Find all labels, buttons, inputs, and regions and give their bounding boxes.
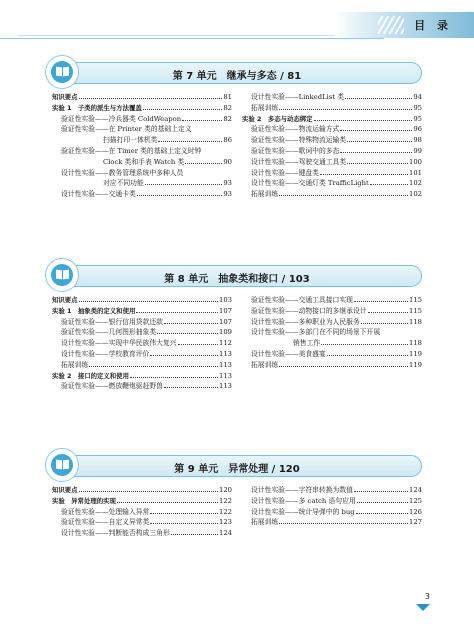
toc-entry-text: 拓展训练: [251, 360, 279, 369]
toc-entry-text: Clock 类和手表 Watch 类: [103, 157, 185, 166]
toc-entry: [242, 496, 422, 507]
toc-entry: [242, 507, 422, 518]
toc-entry-text: 验证性实验——几何图形抽象类: [61, 328, 157, 337]
toc-entry-text: 设计性实验——字符串转换为数值: [251, 486, 353, 494]
unit-heading: [52, 455, 422, 477]
toc-entry-page: 109: [219, 328, 232, 337]
dot-leader: [340, 152, 412, 153]
toc-entry-text: 设计性实验——驾驶交通工具类: [251, 157, 347, 166]
toc-entry: [52, 114, 232, 125]
toc-entry: [52, 295, 232, 306]
toc-entry-text: 实验 异常处理的实现: [52, 496, 116, 505]
toc-entry-text: 拓展训练: [251, 518, 279, 527]
toc-entry: [242, 349, 422, 360]
toc-entry-page: 103: [219, 296, 232, 304]
toc-entry-text: 实验 2 多态与动态绑定: [242, 114, 313, 123]
toc-entry-text: 验证性实验——在 Printer 类的基础上定义: [61, 125, 192, 134]
toc-entry-text: 验证性实验——特殊物流运输类: [251, 136, 347, 145]
toc-column-right: [242, 92, 422, 200]
dot-leader: [340, 130, 412, 131]
toc-entry: [242, 114, 422, 125]
toc-entry-text: 拓展训练: [61, 360, 89, 369]
toc-entry-page: 124: [219, 529, 232, 538]
dot-leader: [171, 534, 218, 535]
toc-entry-page: 113: [219, 371, 232, 380]
toc-entry-page: 115: [409, 296, 422, 304]
toc-entry: [52, 349, 232, 360]
toc-entry-text: 验证性实验——燃放鞭炮驱赶野兽: [61, 382, 163, 391]
toc-entry: [242, 517, 422, 528]
header-rule: [0, 38, 384, 39]
toc-columns: [52, 295, 422, 392]
toc-entry: [242, 92, 422, 103]
toc-entry-text: 销售工作: [293, 339, 321, 348]
toc-entry: [242, 327, 422, 338]
toc-entry-text: 实验 2 接口的定义和使用: [52, 371, 129, 380]
toc-entry-text: 设计性实验——多 catch 语句应用: [251, 496, 356, 505]
header-title: 目 录: [414, 19, 452, 32]
dot-leader: [79, 301, 218, 302]
toc-entry: [242, 360, 422, 371]
toc-entry-page: 115: [409, 306, 422, 315]
toc-entry: [242, 146, 422, 157]
toc-entry-text: 验证性实验——冷兵器类 ColdWeapon: [61, 114, 182, 123]
toc-entry-page: 102: [409, 190, 422, 199]
toc-entry: [52, 103, 232, 114]
toc-entry-text: 验证性实验——交通工具接口实现: [251, 296, 353, 304]
toc-entry-text: 设计性实验——实现中华民族伟大复兴: [61, 339, 177, 348]
toc-entry-page: 120: [219, 486, 232, 494]
unit-title: 第 9 单元 异常处理 / 120: [174, 464, 300, 475]
dot-leader: [130, 377, 218, 378]
toc-entry-text: 知识要点: [52, 486, 78, 494]
toc-entry-text: 验证性实验——处理输入异常: [61, 507, 150, 516]
toc-entry: [242, 178, 422, 189]
toc-entry-text: 知识要点: [52, 93, 78, 101]
toc-entry-text: 知识要点: [52, 296, 78, 304]
toc-entry-text: 设计性实验——教务管理系统中多种人员: [61, 168, 184, 177]
toc-entry-page: 107: [219, 306, 232, 315]
header-stripes: [378, 16, 404, 34]
toc-entry-page: 113: [219, 360, 232, 369]
toc-entry-page: 95: [413, 114, 422, 123]
toc-entry: [242, 124, 422, 135]
toc-entry-page: 126: [409, 507, 422, 516]
toc-entry: [52, 528, 232, 539]
dot-leader: [145, 184, 223, 185]
toc-entry-page: 118: [409, 339, 422, 348]
toc-entry-text: 实验 1 子类的派生与方法覆盖: [52, 103, 142, 112]
toc-entry-page: 100: [409, 157, 422, 166]
dot-leader: [279, 195, 408, 196]
toc-entry-page: 107: [219, 317, 232, 326]
dot-leader: [320, 174, 408, 175]
dot-leader: [347, 163, 408, 164]
dot-leader: [164, 323, 218, 324]
toc-entry-text: 验证性实验——动物接口的多继承设计: [251, 306, 367, 315]
toc-entry: [52, 338, 232, 349]
toc-column-right: [242, 485, 422, 539]
toc-entry-text: 验证性实验——银行信用贷款还款: [61, 317, 163, 326]
toc-entry-text: 验证性实验——物流运输方式: [251, 125, 340, 134]
toc-entry: [52, 189, 232, 200]
toc-entry: [242, 189, 422, 200]
dot-leader: [136, 312, 218, 313]
dot-leader: [137, 195, 223, 196]
down-arrow-icon: [416, 604, 430, 611]
toc-entry-text: 设计性实验——统计导弹中的 bug: [251, 507, 355, 516]
toc-entry-page: 122: [219, 496, 232, 505]
toc-entry-page: 102: [409, 179, 422, 188]
dot-leader: [79, 491, 218, 492]
dot-leader: [178, 344, 218, 345]
toc-entry: [242, 168, 422, 179]
dot-leader: [279, 523, 408, 524]
toc-entry-page: 118: [409, 317, 422, 326]
toc-entry-text: 对应不同功能: [103, 179, 144, 188]
toc-entry: [242, 157, 422, 168]
running-header: [0, 10, 474, 40]
toc-entry: [52, 157, 232, 168]
toc-entry: [52, 507, 232, 518]
toc-entry-page: 127: [409, 518, 422, 527]
dot-leader: [150, 513, 218, 514]
dot-leader: [368, 312, 408, 313]
toc-entry-text: 设计性实验——交通卡类: [61, 190, 136, 199]
unit-heading: [52, 265, 422, 287]
dot-leader: [182, 120, 222, 121]
toc-entry-text: 设计性实验——多种职业为人民服务: [251, 317, 360, 326]
toc-entry-text: 验证性实验——在 Timer 类的基础上定义时钟: [61, 146, 202, 155]
toc-entry: [52, 371, 232, 382]
dot-leader: [279, 366, 408, 367]
toc-entry-text: 拓展训练: [251, 103, 279, 112]
toc-entry: [52, 135, 232, 146]
page-number: 3: [424, 592, 430, 601]
toc-entry-text: 设计性实验——多部门在不同的场景下开展: [251, 328, 381, 337]
dot-leader: [79, 98, 223, 99]
toc-entry-text: 设计性实验——美食盛宴: [251, 349, 326, 358]
dot-leader: [164, 387, 218, 388]
toc-entry: [52, 168, 232, 179]
toc-entry-page: 82: [223, 114, 232, 123]
toc-entry: [52, 124, 232, 135]
unit-title: 第 7 单元 继承与多态 / 81: [172, 71, 302, 82]
toc-entry-text: 设计性实验——交通灯类 TrafficLight: [251, 179, 369, 188]
toc-column-left: [52, 92, 232, 200]
unit-heading: [52, 62, 422, 84]
toc-entry-page: 123: [219, 518, 232, 527]
toc-columns: [52, 92, 422, 200]
toc-entry-page: 93: [223, 190, 232, 199]
toc-entry-text: 设计性实验——LinkedList 类: [251, 93, 344, 101]
toc-entry-page: 122: [219, 507, 232, 516]
dot-leader: [117, 502, 218, 503]
toc-entry: [52, 360, 232, 371]
toc-entry: [242, 295, 422, 306]
toc-entry: [52, 496, 232, 507]
dot-leader: [185, 163, 222, 164]
toc-entry-page: 95: [413, 103, 422, 112]
toc-entry: [52, 178, 232, 189]
dot-leader: [89, 366, 218, 367]
toc-entry-page: 113: [219, 382, 232, 391]
unit-8: [52, 265, 422, 392]
toc-entry-page: 113: [219, 349, 232, 358]
toc-entry: [242, 306, 422, 317]
toc-entry-text: 设计性实验——键盘类: [251, 168, 319, 177]
toc-entry: [52, 306, 232, 317]
dot-leader: [314, 120, 413, 121]
toc-columns: [52, 485, 422, 539]
dot-leader: [157, 333, 218, 334]
toc-entry: [52, 381, 232, 392]
dot-leader: [370, 184, 408, 185]
dot-leader: [150, 355, 218, 356]
dot-leader: [327, 355, 408, 356]
toc-column-left: [52, 485, 232, 539]
toc-entry-text: 拓展训练: [251, 190, 279, 199]
toc-entry-text: 设计性实验——学校教育评价: [61, 349, 150, 358]
toc-entry: [242, 135, 422, 146]
toc-entry: [52, 317, 232, 328]
toc-entry-text: 验证性实验——歌词中的多态: [251, 146, 340, 155]
toc-entry: [242, 338, 422, 349]
toc-entry-page: 98: [413, 136, 422, 145]
toc-entry: [242, 485, 422, 496]
toc-entry-page: 86: [223, 136, 232, 145]
toc-entry-text: 实验 1 抽象类的定义和使用: [52, 306, 136, 315]
toc-entry-page: 125: [409, 496, 422, 505]
toc-entry: [242, 103, 422, 114]
toc-entry-text: 设计性实验——判断能否构成三角形: [61, 529, 170, 538]
dot-leader: [356, 513, 408, 514]
header-rule-thin: [18, 35, 384, 36]
toc-entry-page: 112: [219, 339, 232, 348]
toc-entry-page: 119: [409, 360, 422, 369]
dot-leader: [354, 491, 408, 492]
dot-leader: [158, 141, 222, 142]
dot-leader: [357, 502, 408, 503]
toc-entry: [52, 146, 232, 157]
unit-title: 第 8 单元 抽象类和接口 / 103: [164, 274, 310, 285]
toc-entry-page: 81: [223, 93, 232, 101]
toc-column-left: [52, 295, 232, 392]
toc-entry-page: 82: [223, 103, 232, 112]
toc-entry: [242, 317, 422, 328]
dot-leader: [321, 344, 408, 345]
toc-entry: [52, 517, 232, 528]
toc-entry: [52, 327, 232, 338]
toc-entry-text: 验证性实验——自定义异常类: [61, 518, 150, 527]
toc-entry-page: 119: [409, 349, 422, 358]
dot-leader: [361, 323, 408, 324]
dot-leader: [150, 523, 218, 524]
toc-entry: [52, 92, 232, 103]
unit-7: [52, 62, 422, 200]
dot-leader: [143, 109, 223, 110]
header-tab: [334, 12, 474, 38]
dot-leader: [279, 109, 412, 110]
dot-leader: [345, 98, 412, 99]
toc-entry: [52, 485, 232, 496]
toc-entry-page: 90: [223, 157, 232, 166]
dot-leader: [347, 141, 412, 142]
toc-entry-page: 96: [413, 125, 422, 134]
unit-9: [52, 455, 422, 539]
toc-entry-page: 94: [413, 93, 422, 101]
dot-leader: [354, 301, 408, 302]
toc-entry-text: 扫描打印一体机类: [103, 136, 158, 145]
toc-entry-page: 124: [409, 486, 422, 494]
toc-column-right: [242, 295, 422, 392]
toc-entry-page: 101: [409, 168, 422, 177]
toc-entry-page: 93: [223, 179, 232, 188]
toc-entry-page: 99: [413, 146, 422, 155]
